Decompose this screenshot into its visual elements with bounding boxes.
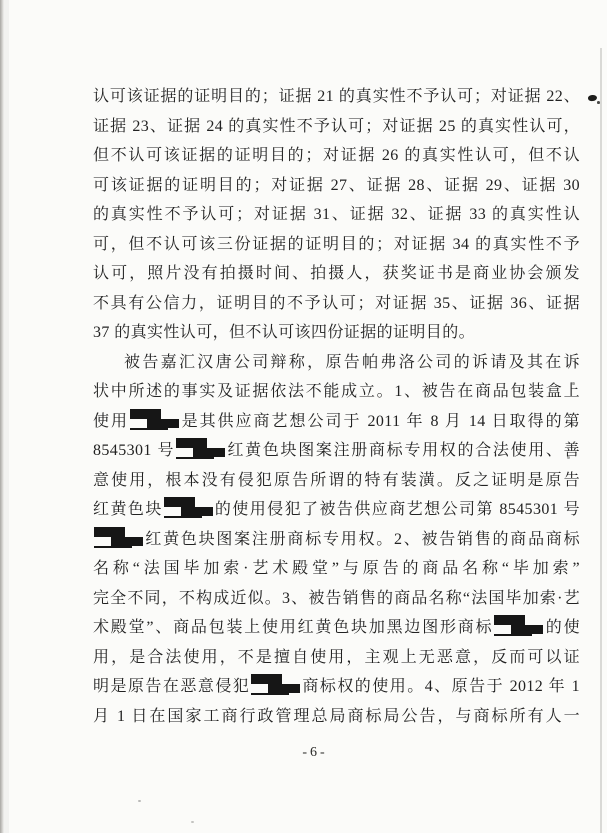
redaction-block	[111, 537, 143, 546]
text-run: 红黄色块图案注册商标专用权的合法使用、善	[226, 442, 580, 459]
redaction-mark	[130, 409, 179, 430]
redaction-block	[130, 409, 161, 419]
text-run: 被告嘉汇汉唐公司辩称，原告帕弗洛公司的诉请及其在诉	[124, 353, 580, 371]
redaction-block	[251, 674, 282, 684]
redaction-block	[130, 428, 168, 430]
redaction-block	[251, 693, 289, 695]
redaction-mark	[494, 615, 543, 636]
redaction-block	[147, 419, 179, 428]
text-line	[93, 230, 580, 260]
text-line	[93, 318, 580, 348]
redaction-mark	[164, 497, 213, 518]
text-line	[93, 112, 580, 142]
text-line	[93, 289, 580, 319]
text-run: 认可该证据的证明目的；证据 21 的真实性不予认可；对证据 22、	[93, 88, 580, 105]
text-line	[93, 200, 580, 230]
text-line	[93, 436, 580, 466]
scan-edge-left-soft	[4, 0, 9, 833]
redaction-block	[176, 457, 214, 459]
redaction-mark	[251, 674, 300, 695]
text-line	[93, 643, 580, 673]
text-run: 月 1 日在国家工商行政管理总局商标局公告，与商标所有人一	[93, 707, 580, 725]
text-line	[93, 702, 580, 732]
text-line	[93, 613, 580, 643]
text-run: 明是原告在恶意侵犯	[93, 678, 251, 695]
text-run: 是其供应商艺想公司于 2011 年 8 月 14 日取得的第	[179, 412, 580, 430]
text-line	[93, 259, 580, 289]
redaction-mark	[176, 438, 225, 459]
redaction-block	[94, 527, 125, 537]
text-run: 状中所述的事实及证据依法不能成立。1、被告在商品包装盒上	[93, 383, 580, 400]
text-run: 可该证据的证明目的；对证据 27、证据 28、证据 29、证据 30	[93, 176, 580, 194]
text-run: 认可，照片没有拍摄时间、拍摄人，获奖证书是商业协会颁发	[93, 265, 580, 282]
text-run: 37 的真实性认可，但不认可该四份证据的证明目的。	[93, 324, 476, 341]
scan-artifact	[138, 800, 141, 802]
redaction-block	[268, 684, 300, 693]
scan-edge-right	[600, 48, 602, 833]
text-run: 使用	[93, 412, 129, 430]
redaction-block	[176, 438, 207, 448]
text-line	[93, 348, 580, 378]
redaction-block	[511, 625, 543, 634]
scan-artifact	[597, 101, 600, 104]
document-body	[93, 82, 580, 731]
text-line	[93, 672, 580, 702]
redaction-block	[193, 448, 225, 457]
text-run: 意使用，根本没有侵犯原告所谓的特有装潢。反之证明是原告	[93, 471, 580, 489]
text-run: 证据 23、证据 24 的真实性不予认可；对证据 25 的真实性认可，	[93, 117, 580, 135]
redaction-block	[94, 546, 132, 548]
scan-artifact	[588, 94, 598, 101]
text-run: 的使用侵犯了被告供应商艺想公司第 8545301 号	[213, 501, 580, 518]
text-run: 但不认可该证据的证明目的；对证据 26 的真实性认可，但不认	[93, 147, 580, 164]
redaction-block	[164, 497, 195, 507]
text-run: 的使	[544, 619, 580, 636]
text-line	[93, 584, 580, 614]
text-line	[93, 141, 580, 171]
text-line	[93, 466, 580, 496]
redaction-block	[164, 516, 202, 518]
text-line	[93, 377, 580, 407]
text-run: 术殿堂”、商品包装上使用红黄色块加黑边图形商标	[93, 619, 494, 636]
text-run: 8545301 号	[93, 442, 176, 459]
text-run: 用，是合法使用，不是擅自使用，主观上无恶意，反而可以证	[93, 648, 580, 666]
text-run: 商标权的使用。4、原告于 2012 年 1	[301, 678, 580, 695]
redaction-block	[494, 615, 525, 625]
text-run: 不具有公信力，证明目的不予认可；对证据 35、证据 36、证据	[93, 294, 580, 312]
text-run: 红黄色块图案注册商标专用权。2、被告销售的商品商标	[144, 530, 580, 548]
text-run: 可，但不认可该三份证据的证明目的；对证据 34 的真实性不予	[93, 235, 580, 253]
page-number: -6-	[302, 745, 328, 760]
text-line	[93, 407, 580, 437]
text-run: 完全不同，不构成近似。3、被告销售的商品名称“法国毕加索·艺	[93, 589, 580, 607]
scan-artifact	[191, 821, 194, 823]
text-run: 的真实性不予认可；对证据 31、证据 32、证据 33 的真实性认	[93, 206, 580, 223]
text-line	[93, 495, 580, 525]
text-line	[93, 554, 580, 584]
text-line	[93, 525, 580, 555]
redaction-block	[494, 634, 532, 636]
text-run: 红黄色块	[93, 501, 163, 518]
text-line	[93, 82, 580, 112]
text-run: 名称“法国毕加索·艺术殿堂”与原告的商品名称“毕加索”	[93, 560, 580, 577]
redaction-mark	[94, 527, 143, 548]
redaction-block	[181, 507, 213, 516]
text-line	[93, 171, 580, 201]
